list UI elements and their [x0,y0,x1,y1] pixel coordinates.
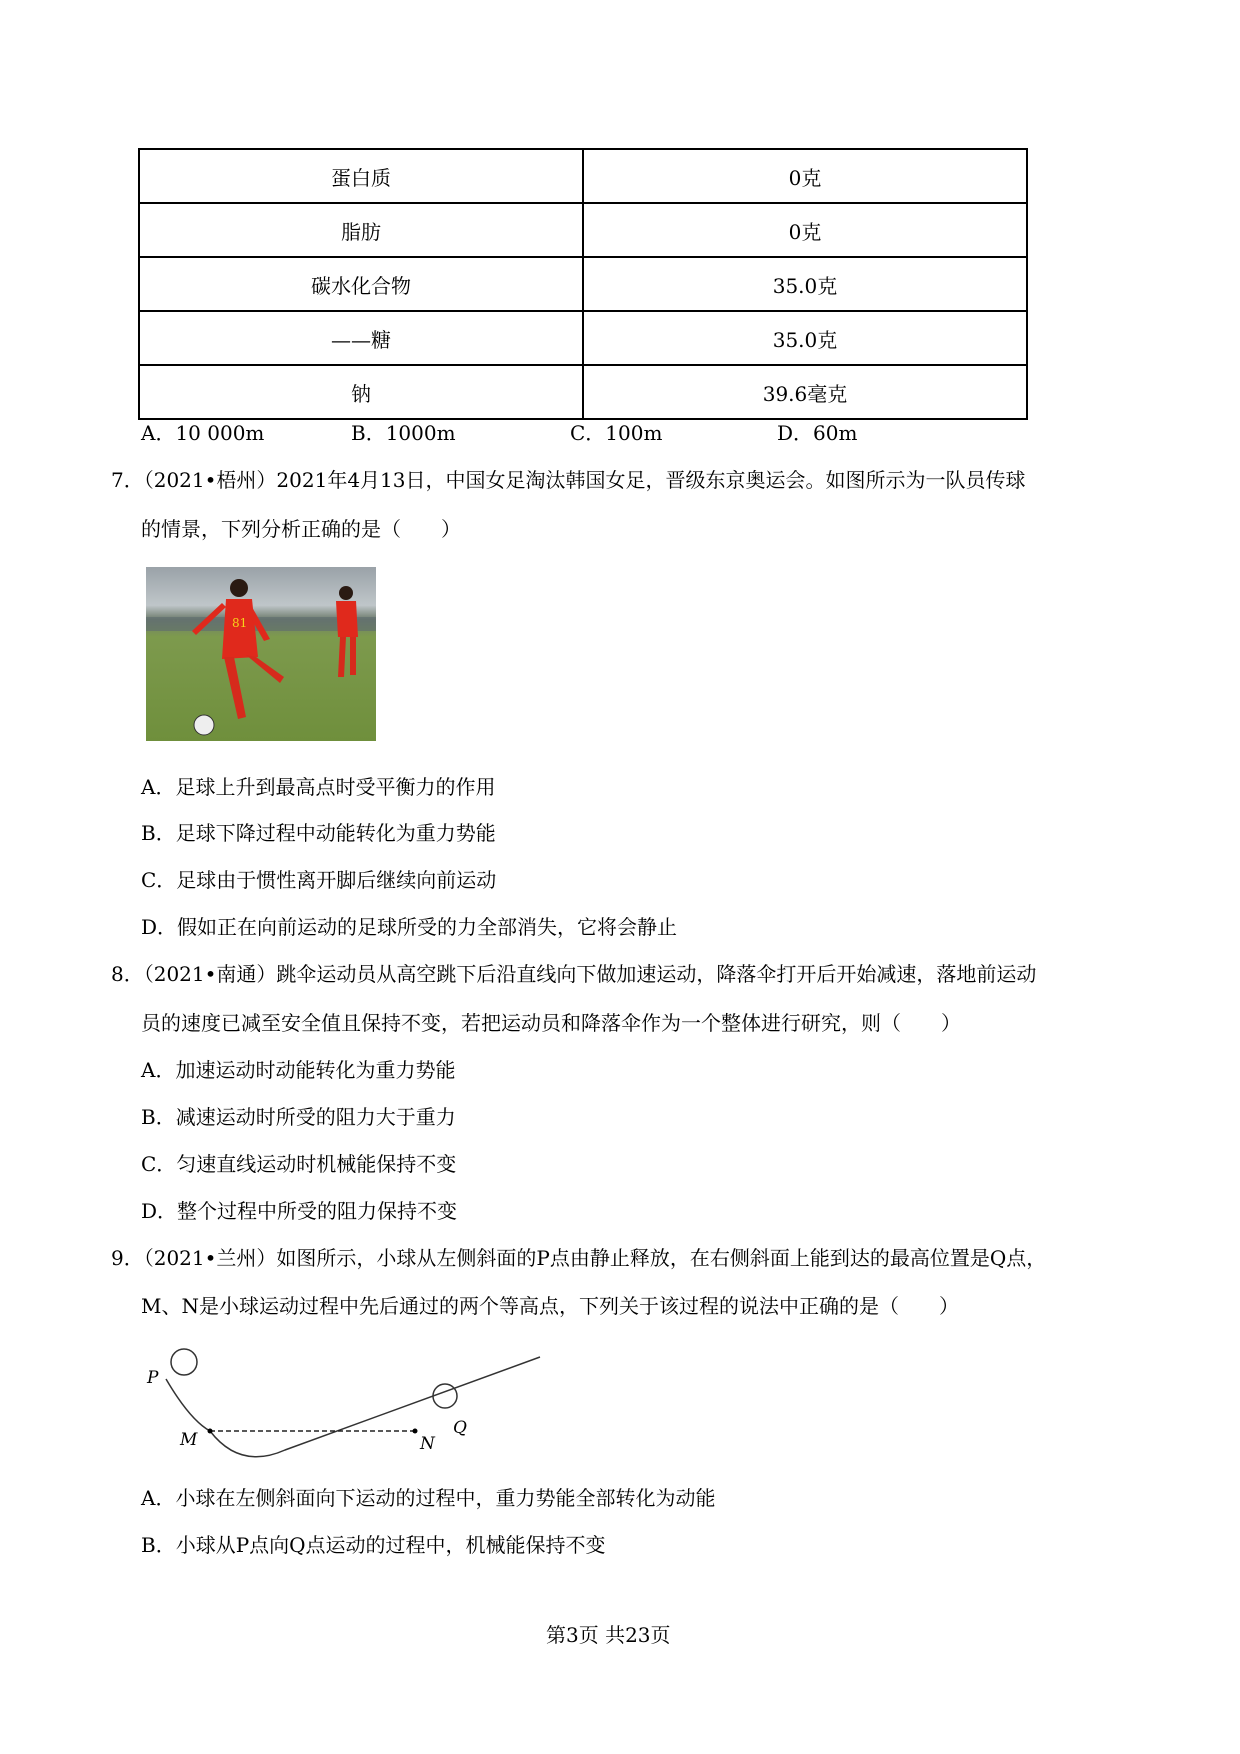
q6-option-c: C．100m [570,421,663,445]
page-footer: 第3页 共23页 [546,1623,671,1647]
label-m: M [180,1430,198,1450]
q9-stem-line1: 9．（2021•兰州）如图所示，小球从左侧斜面的P点由静止释放，在右侧斜面上能到达的最高位置是Q点， [111,1246,1047,1270]
table-cell: 0克 [583,203,1027,257]
nutrition-table [138,148,1028,420]
q7-stem-line2: 的情景，下列分析正确的是（ ） [141,517,461,541]
table-cell: ——糖 [139,311,583,365]
q8-stem-line2: 员的速度已减至安全值且保持不变，若把运动员和降落伞作为一个整体进行研究，则（ ） [141,1011,961,1035]
q8-option-c: C．匀速直线运动时机械能保持不变 [141,1152,457,1176]
svg-text:81: 81 [232,616,248,630]
label-n: N [420,1434,435,1454]
table-cell: 35.0克 [583,257,1027,311]
label-q: Q [453,1418,467,1438]
table-row [139,149,1027,203]
q9-option-b: B．小球从P点向Q点运动的过程中，机械能保持不变 [141,1533,606,1557]
table-row [139,203,1027,257]
q6-option-b: B．1000m [351,421,456,445]
incline-diagram [140,1335,560,1465]
table-cell: 35.0克 [583,311,1027,365]
table-cell: 蛋白质 [139,149,583,203]
table-cell: 39.6毫克 [583,365,1027,419]
q7-option-b: B．足球下降过程中动能转化为重力势能 [141,821,496,845]
q6-option-d: D．60m [777,421,858,445]
table-cell: 钠 [139,365,583,419]
label-p: P [147,1368,159,1388]
q9-option-a: A．小球在左侧斜面向下运动的过程中，重力势能全部转化为动能 [141,1486,716,1510]
q7-stem-line1: 7．（2021•梧州）2021年4月13日，中国女足淘汰韩国女足，晋级东京奥运会。如图所示为一队员传球 [111,468,1026,492]
soccer-player-photo [146,567,376,741]
table-cell: 碳水化合物 [139,257,583,311]
q8-option-b: B．减速运动时所受的阻力大于重力 [141,1105,456,1129]
q7-option-d: D．假如正在向前运动的足球所受的力全部消失，它将会静止 [141,915,678,939]
q8-option-a: A．加速运动时动能转化为重力势能 [141,1058,456,1082]
q7-option-a: A．足球上升到最高点时受平衡力的作用 [141,775,496,799]
table-row [139,365,1027,419]
ball-at-q [433,1384,457,1408]
table-cell: 脂肪 [139,203,583,257]
q8-option-d: D．整个过程中所受的阻力保持不变 [141,1199,458,1223]
q8-stem-line1: 8．（2021•南通）跳伞运动员从高空跳下后沿直线向下做加速运动，降落伞打开后开始减速，落地前运动 [111,962,1037,986]
table-cell: 0克 [583,149,1027,203]
q9-stem-line2: M、N是小球运动过程中先后通过的两个等高点，下列关于该过程的说法中正确的是（ ） [141,1294,959,1318]
q7-option-c: C．足球由于惯性离开脚后继续向前运动 [141,868,497,892]
ball-at-p [171,1349,197,1375]
q6-option-a: A．10 000m [141,421,265,445]
table-row [139,257,1027,311]
table-row [139,311,1027,365]
track-curve [166,1357,540,1457]
